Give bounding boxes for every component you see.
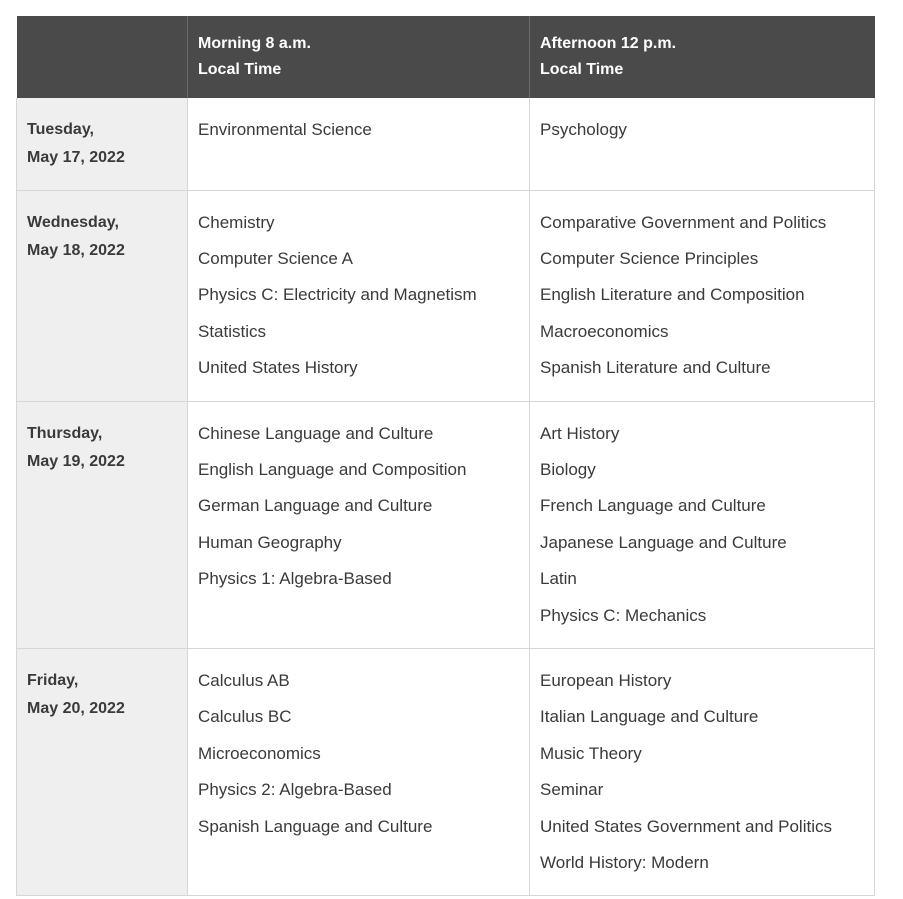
- subject-item: Spanish Language and Culture: [198, 816, 433, 836]
- day-cell: [17, 98, 188, 190]
- subject-item: World History: Modern: [540, 853, 709, 872]
- subject-item: German Language and Culture: [198, 496, 433, 516]
- morning-cell: [188, 190, 530, 401]
- day-cell: [17, 190, 188, 401]
- subject-item: Macroeconomics: [540, 321, 669, 341]
- afternoon-cell: [530, 98, 875, 190]
- subject-item: English Literature and Composition: [540, 285, 805, 305]
- subject-item: Chinese Language and Culture: [198, 423, 434, 443]
- subject-item: French Language and Culture: [540, 496, 766, 516]
- subject-item: Calculus BC: [198, 707, 292, 727]
- subject-item: Chemistry: [198, 212, 275, 232]
- morning-cell: [188, 401, 530, 648]
- subject-item: Microeconomics: [198, 743, 321, 763]
- table-row: [17, 648, 875, 895]
- subject-item: Statistics: [198, 321, 267, 341]
- subject-item: Computer Science Principles: [540, 248, 759, 268]
- subject-item: Latin: [540, 569, 577, 589]
- day-name: Wednesday,: [27, 213, 119, 231]
- subject-item: Italian Language and Culture: [540, 707, 759, 727]
- afternoon-cell: [530, 648, 875, 895]
- subject-item: Physics C: Electricity and Magnetism: [198, 285, 477, 305]
- day-cell: [17, 401, 188, 648]
- subject-item: Art History: [540, 423, 620, 443]
- subject-item: Environmental Science: [198, 120, 372, 139]
- exam-schedule-table: [16, 16, 875, 896]
- header-morning-subtitle: Local Time: [198, 61, 282, 78]
- subject-item: Biology: [540, 459, 596, 479]
- subject-item: Calculus AB: [198, 670, 290, 690]
- subject-item: Physics C: Mechanics: [540, 605, 707, 625]
- day-date: May 17, 2022: [27, 149, 125, 166]
- morning-cell: [188, 648, 530, 895]
- header-afternoon-cell: [530, 16, 875, 98]
- subject-item: Comparative Government and Politics: [540, 212, 827, 232]
- header-afternoon-title: Afternoon 12 p.m.: [540, 35, 677, 52]
- subject-item: Japanese Language and Culture: [540, 532, 787, 552]
- day-cell: [17, 648, 188, 895]
- subject-item: Physics 1: Algebra-Based: [198, 569, 392, 589]
- subject-item: Spanish Literature and Culture: [540, 358, 771, 378]
- afternoon-cell: [530, 401, 875, 648]
- subject-item: United States History: [198, 358, 358, 378]
- header-day-cell: [17, 16, 188, 98]
- table-row: [17, 98, 875, 190]
- header-morning-title: Morning 8 a.m.: [198, 35, 311, 52]
- day-name: Friday,: [27, 671, 79, 689]
- afternoon-cell: [530, 190, 875, 401]
- day-date: May 20, 2022: [27, 699, 125, 717]
- subject-item: Psychology: [540, 120, 627, 139]
- subject-item: United States Government and Politics: [540, 816, 832, 836]
- day-date: May 19, 2022: [27, 452, 125, 470]
- subject-item: English Language and Composition: [198, 459, 467, 479]
- day-name: Tuesday,: [27, 121, 94, 138]
- subject-item: Human Geography: [198, 532, 342, 552]
- table-row: [17, 190, 875, 401]
- subject-item: Music Theory: [540, 743, 642, 763]
- header-afternoon-subtitle: Local Time: [540, 61, 624, 78]
- day-name: Thursday,: [27, 424, 103, 442]
- day-date: May 18, 2022: [27, 241, 125, 259]
- subject-item: Seminar: [540, 780, 604, 800]
- subject-item: Computer Science A: [198, 248, 353, 268]
- header-row: [17, 16, 875, 98]
- header-morning-cell: [188, 16, 530, 98]
- subject-item: Physics 2: Algebra-Based: [198, 780, 392, 800]
- table-header: [17, 16, 875, 98]
- subject-item: European History: [540, 670, 672, 690]
- morning-cell: [188, 98, 530, 190]
- table-row: [17, 401, 875, 648]
